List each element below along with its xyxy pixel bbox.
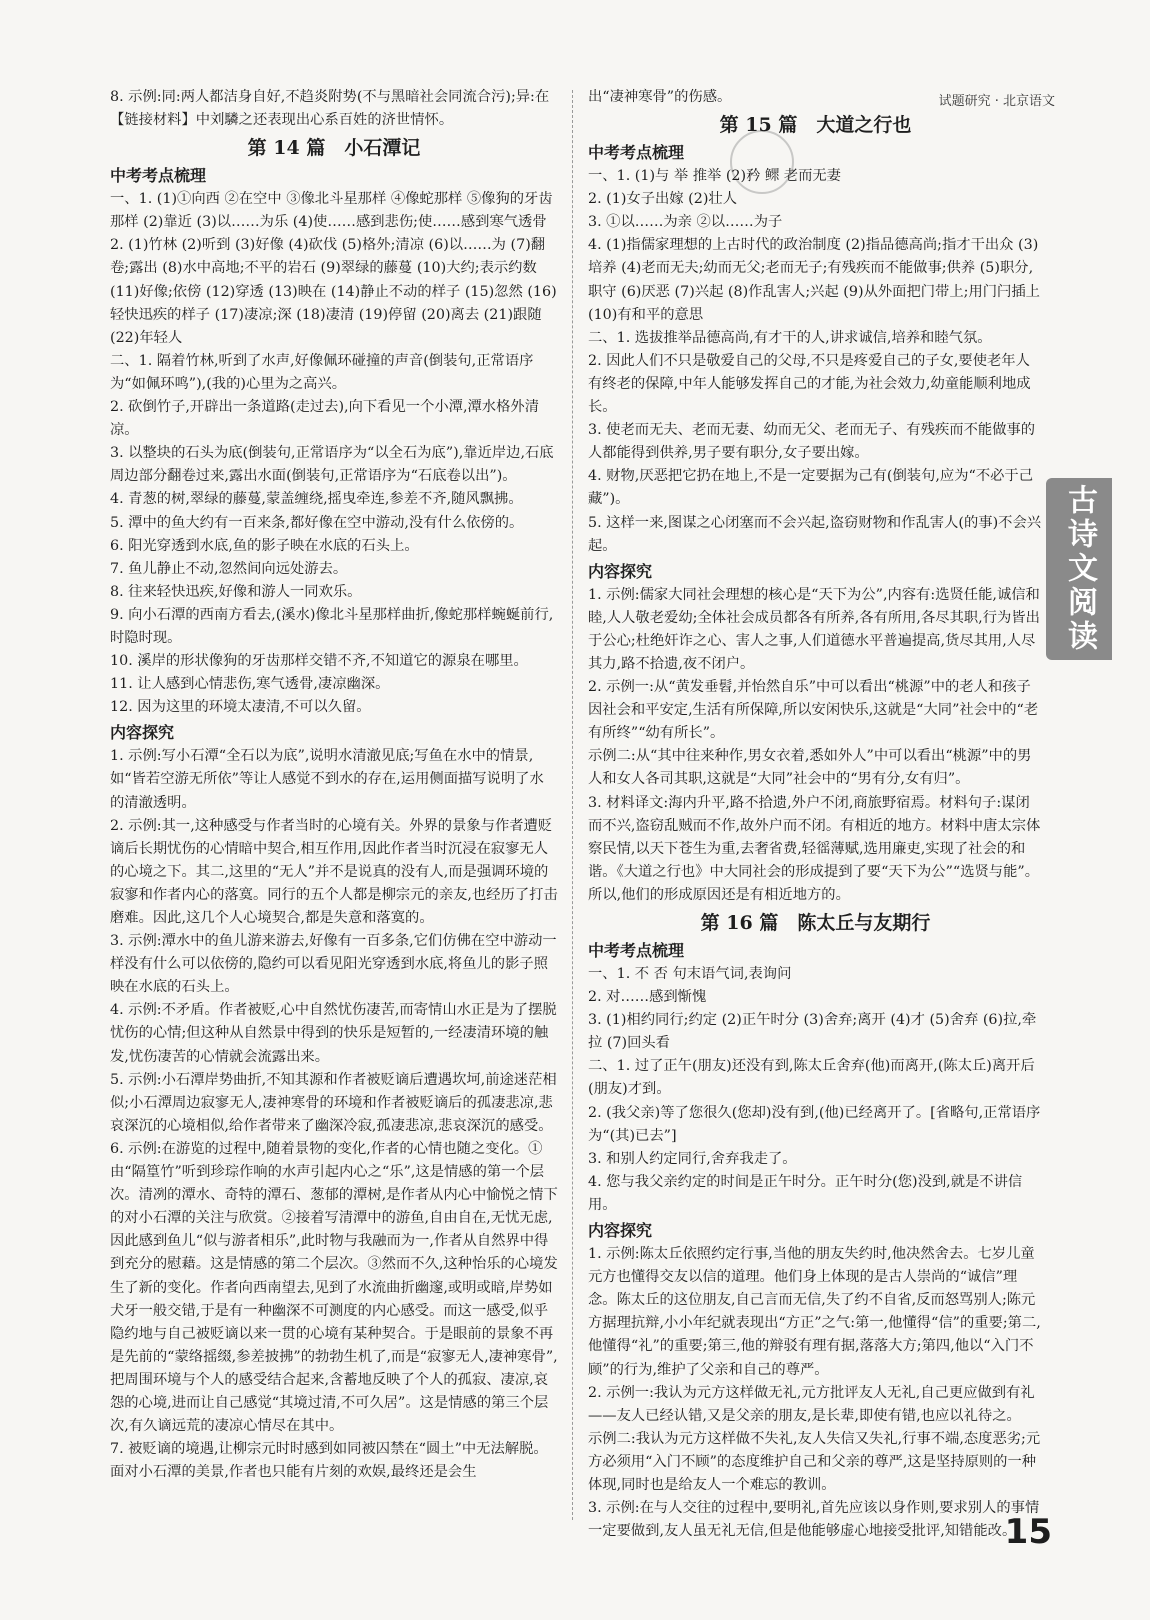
answer-paragraph: 6. 示例:在游览的过程中,随着景物的变化,作者的心情也随之变化。①由“隔篁竹”听到珍琮作响的水声引起内心之“乐”,这是情感的第一个层次。清冽的潭水、奇特的潭石、葱郁的潭树,是作者从内心中愉悦之情下的对小石潭的关注与欣赏。②接着写清潭中的游鱼,自由自在,无忧无虑,因此感到鱼儿“似与游者相乐”,此时物与我融而为一,作者从自然界中得到充分的慰藉。这是情感的第二个层次。③然而不久,这种怡乐的心境发生了新的变化。作者向西南望去,见到了水流曲折幽邃,或明或暗,岸势如犬牙一般交错,于是有一种幽深不可测度的内心感受。而这一感受,似乎隐约地与自己被贬谪以来一贯的心境有某种契合。于是眼前的景象不再是先前的“蒙络摇缀,参差披拂”的勃勃生机了,而是“寂寥无人,凄神寒骨”,把周围环境与个人的感受结合起来,含蓄地反映了个人的孤寂、凄凉,哀怨的心境,进而让自己感觉“其境过清,不可久居”。这是情感的第三个层次,有久谪远荒的凄凉心情尽在其中。 <box>110 1140 558 1435</box>
answer-paragraph: 7. 鱼儿静止不动,忽然间向远处游去。 <box>110 560 348 577</box>
answer-paragraph: 一、1. 不 否 句末语气词,表询问 <box>588 966 792 982</box>
answer-paragraph: 4. 青葱的树,翠绿的藤蔓,蒙盖缠绕,摇曳牵连,参差不齐,随风飘拂。 <box>110 491 523 508</box>
article-title: 第 16 篇 陈太丘与友期行 <box>700 912 931 934</box>
answer-paragraph: 8. 往来轻快迅疾,好像和游人一同欢乐。 <box>110 583 362 600</box>
answer-paragraph: 6. 阳光穿透到水底,鱼的影子映在水底的石头上。 <box>110 537 419 554</box>
section-heading: 中考考点梳理 <box>110 166 207 186</box>
answer-paragraph: 2. 因此人们不只是敬爱自己的父母,不只是疼爱自己的子女,要使老年人有终老的保障,中年人能够发挥自己的才能,为社会效力,幼童能顺利地成长。 <box>588 352 1031 416</box>
answer-paragraph: 3. 以整块的石头为底(倒装句,正常语序为“以全石为底”),靠近岸边,石底周边部分翻卷过来,露出水面(倒装句,正常语序为“石底卷以出”)。 <box>110 445 554 485</box>
section-heading: 中考考点梳理 <box>588 143 685 163</box>
right-column <box>588 86 1043 1543</box>
answer-paragraph: 二、1. 过了正午(朋友)还没有到,陈太丘舍弃(他)而离开,(陈太丘)离开后(朋友)才到。 <box>588 1058 1035 1098</box>
article-title: 第 15 篇 大道之行也 <box>719 114 912 137</box>
answer-paragraph: 12. 因为这里的环境太凄清,不可以久留。 <box>110 699 371 716</box>
answer-paragraph: 2. 示例一:我认为元方这样做无礼,元方批评友人无礼,自己更应做到有礼——友人已经认错,又是父亲的朋友,是长辈,即使有错,也应以礼待之。 <box>588 1384 1035 1424</box>
answer-paragraph: 5. 这样一来,图谋之心闭塞而不会兴起,盗窃财物和作乱害人(的事)不会兴起。 <box>588 514 1042 554</box>
answer-paragraph: 2. (我父亲)等了您很久(您却)没有到,(他)已经离开了。[省略句,正常语序为“(其)已去”] <box>588 1104 1041 1144</box>
answer-paragraph: 3. (1)相约同行;约定 (2)正午时分 (3)舍弃;离开 (4)才 (5)舍弃 (6)拉,牵拉 (7)回头看 <box>588 1012 1037 1052</box>
answer-paragraph: 出“凄神寒骨”的伤感。 <box>588 89 732 105</box>
answer-paragraph: 1. 示例:儒家大同社会理想的核心是“天下为公”,内容有:选贤任能,诚信和睦,人人敬老爱幼;全体社会成员都各有所养,各有所用,各尽其职,行为皆出于公心;杜绝奸诈之心、害人之事,人们道德水平普遍提高,货尽其用,人尽其力,路不拾遗,夜不闭户。 <box>588 586 1040 672</box>
answer-paragraph: 一、1. (1)①向西 ②在空中 ③像北斗星那样 ④像蛇那样 ⑤像狗的牙齿那样 (2)靠近 (3)以……为乐 (4)使……感到悲伤;使……感到寒气透骨 <box>110 191 553 231</box>
side-tab-label: 古诗文阅读 <box>1062 484 1097 654</box>
answer-paragraph: 2. 示例:其一,这种感受与作者当时的心境有关。外界的景象与作者遭贬谪后长期忧伤的心情暗中契合,相互作用,因此作者当时沉浸在寂寥无人的心境之下。其二,这里的“无人”并不是说真的没有人,而是强调环境的寂寥和作者内心的落寞。同行的五个人都是柳宗元的亲友,也经历了打击磨难。因此,这几个人心境契合,都是失意和落寞的。 <box>110 817 558 926</box>
section-heading: 内容探究 <box>588 561 653 581</box>
answer-paragraph: 二、1. 选拔推举品德高尚,有才干的人,讲求诚信,培养和睦气氛。 <box>588 329 992 346</box>
section-heading: 中考考点梳理 <box>588 941 685 960</box>
answer-paragraph: 3. ①以……为亲 ②以……为子 <box>588 214 783 231</box>
answer-paragraph: 1. 示例:陈太丘依照约定行事,当他的朋友失约时,他决然舍去。七岁儿童元方也懂得交友以信的道理。他们身上体现的是古人崇尚的“诚信”理念。陈太丘的这位朋友,自己言而无信,失了约不自省,反而怒骂别人;陈元方据理抗辩,小小年纪就表现出“方正”之气:第一,他懂得“信”的重要;第二,他懂得“礼”的重要;第三,他的辩驳有理有据,落落大方;第四,他以“入门不顾”的行为,维护了父亲和自己的尊严。 <box>588 1246 1041 1378</box>
answer-paragraph: 2. (1)女子出嫁 (2)壮人 <box>588 191 738 208</box>
answer-paragraph: 5. 示例:小石潭岸势曲折,不知其源和作者被贬谪后遭遇坎坷,前途迷茫相似;小石潭周边寂寥无人,凄神寒骨的环境和作者被贬谪后的孤凄悲凉,悲哀深沉的心境相似,给作者带来了幽深冷寂,孤凄悲凉,悲哀深沉的感受。 <box>110 1071 557 1134</box>
answer-paragraph: 一、1. (1)与 举 推举 (2)矜 鳏 老而无妻 <box>588 168 841 185</box>
answer-paragraph: 3. 示例:潭水中的鱼儿游来游去,好像有一百多条,它们仿佛在空中游动一样没有什么可以依傍的,隐约可以看见阳光穿透到水底,将鱼儿的影子照映在水底的石头上。 <box>110 933 557 996</box>
answer-paragraph: 4. 您与我父亲约定的时间是正午时分。正午时分(您)没到,就是不讲信用。 <box>588 1173 1023 1213</box>
article-title: 第 14 篇 小石潭记 <box>247 137 421 160</box>
answer-paragraph: 11. 让人感到心情悲伤,寒气透骨,凄凉幽深。 <box>110 676 390 693</box>
page-header: 试题研究 · 北京语文 <box>938 94 1055 109</box>
answer-paragraph: 二、1. 隔着竹林,听到了水声,好像佩环碰撞的声音(倒装句,正常语序为“如佩环鸣”),(我的)心里为之高兴。 <box>110 352 534 392</box>
answer-paragraph: 2. 示例一:从“黄发垂髫,并怡然自乐”中可以看出“桃源”中的老人和孩子因社会和平安定,生活有所保障,所以安闲快乐,这就是“大同”社会中的“老有所终”“幼有所长”。 <box>588 679 1039 742</box>
answer-paragraph: 示例二:我认为元方这样做不失礼,友人失信又失礼,行事不端,态度恶劣;元方必须用“入门不顾”的态度维护自己和父亲的尊严,这是坚持原则的一种体现,同时也是给友人一个难忘的教训。 <box>588 1430 1041 1493</box>
page-number: 15 <box>1004 1512 1052 1552</box>
section-heading: 内容探究 <box>588 1221 653 1241</box>
side-tab <box>1046 478 1112 660</box>
answer-paragraph: 4. (1)指儒家理想的上古时代的政治制度 (2)指品德高尚;指才干出众 (3)培养 (4)老而无夫;幼而无父;老而无子;有残疾而不能做事;供养 (5)职分,职守 (6)厌恶 (7)兴起 (8)作乱害人;兴起 (9)从外面把门带上;用门闩插上 (10)有和平的意思 <box>588 237 1040 323</box>
answer-paragraph: 3. 示例:在与人交往的过程中,要明礼,首先应该以身作则,要求别人的事情一定要做到,友人虽无礼无信,但是他能够虚心地接受批评,知错能改。 <box>588 1500 1040 1540</box>
answer-paragraph: 3. 材料译文:海内升平,路不拾遗,外户不闭,商旅野宿焉。材料句子:谋闭而不兴,盗窃乱贼而不作,故外户而不闭。有相近的地方。材料中唐太宗体察民情,以天下苍生为重,去奢省费,轻徭薄赋,选用廉吏,实现了社会的和谐。《大道之行也》中大同社会的形成提到了要“天下为公”“选贤与能”。所以,他们的形成原因还是有相近地方的。 <box>588 794 1041 903</box>
answer-paragraph: 7. 被贬谪的境遇,让柳宗元时时感到如同被囚禁在“圆土”中无法解脱。面对小石潭的美景,作者也只能有片刻的欢娱,最终还是会生 <box>110 1441 548 1481</box>
answer-paragraph: 5. 潭中的鱼大约有一百来条,都好像在空中游动,没有什么依傍的。 <box>110 514 524 531</box>
answer-paragraph: 8. 示例:同:两人都洁身自好,不趋炎附势(不与黑暗社会同流合污);异:在【链接材料】中刘驎之还表现出心系百姓的济世情怀。 <box>110 89 550 129</box>
answer-paragraph: 3. 使老而无夫、老而无妻、幼而无父、老而无子、有残疾而不能做事的人都能得到供养,男子要有职分,女子要出嫁。 <box>588 422 1036 462</box>
column-divider <box>572 90 573 1520</box>
answer-paragraph: 9. 向小石潭的西南方看去,(溪水)像北斗星那样曲折,像蛇那样蜿蜒前行,时隐时现。 <box>110 606 554 646</box>
answer-paragraph: 10. 溪岸的形状像狗的牙齿那样交错不齐,不知道它的源泉在哪里。 <box>110 653 528 670</box>
answer-paragraph: 1. 示例:写小石潭“全石以为底”,说明水清澈见底;写鱼在水中的情景,如“皆若空游无所依”等让人感觉不到水的存在,运用侧面描写说明了水的清澈透明。 <box>110 748 544 811</box>
left-column <box>110 86 558 1484</box>
section-heading: 内容探究 <box>110 723 175 743</box>
answer-paragraph: 2. 对……感到惭愧 <box>588 989 707 1006</box>
answer-paragraph: 3. 和别人约定同行,舍弃我走了。 <box>588 1150 797 1167</box>
answer-paragraph: 2. 砍倒竹子,开辟出一条道路(走过去),向下看见一个小潭,潭水格外清凉。 <box>110 399 539 439</box>
answer-paragraph: 示例二:从“其中往来种作,男女衣着,悉如外人”中可以看出“桃源”中的男人和女人各司其职,这就是“大同”社会中的“男有分,女有归”。 <box>588 748 1032 788</box>
answer-paragraph: 2. (1)竹林 (2)听到 (3)好像 (4)砍伐 (5)格外;清凉 (6)以……为 (7)翻卷;露出 (8)水中高地;不平的岩石 (9)翠绿的藤蔓 (10)大约;表示约数 (11)好像;依傍 (12)穿透 (13)映在 (14)静止不动的样子 (15)忽然 (16)轻快迅疾的样子 (17)凄凉;深 (18)凄清 (19)停留 (20)离去 (21)跟随 (22)年轻人 <box>110 237 557 346</box>
answer-paragraph: 4. 示例:不矛盾。作者被贬,心中自然忧伤凄苦,而寄情山水正是为了摆脱忧伤的心情;但这种从自然景中得到的快乐是短暂的,一经凄清环境的触发,忧伤凄苦的心情就会流露出来。 <box>110 1002 557 1065</box>
answer-paragraph: 4. 财物,厌恶把它扔在地上,不是一定要据为己有(倒装句,应为“不必于己藏”)。 <box>588 468 1034 508</box>
